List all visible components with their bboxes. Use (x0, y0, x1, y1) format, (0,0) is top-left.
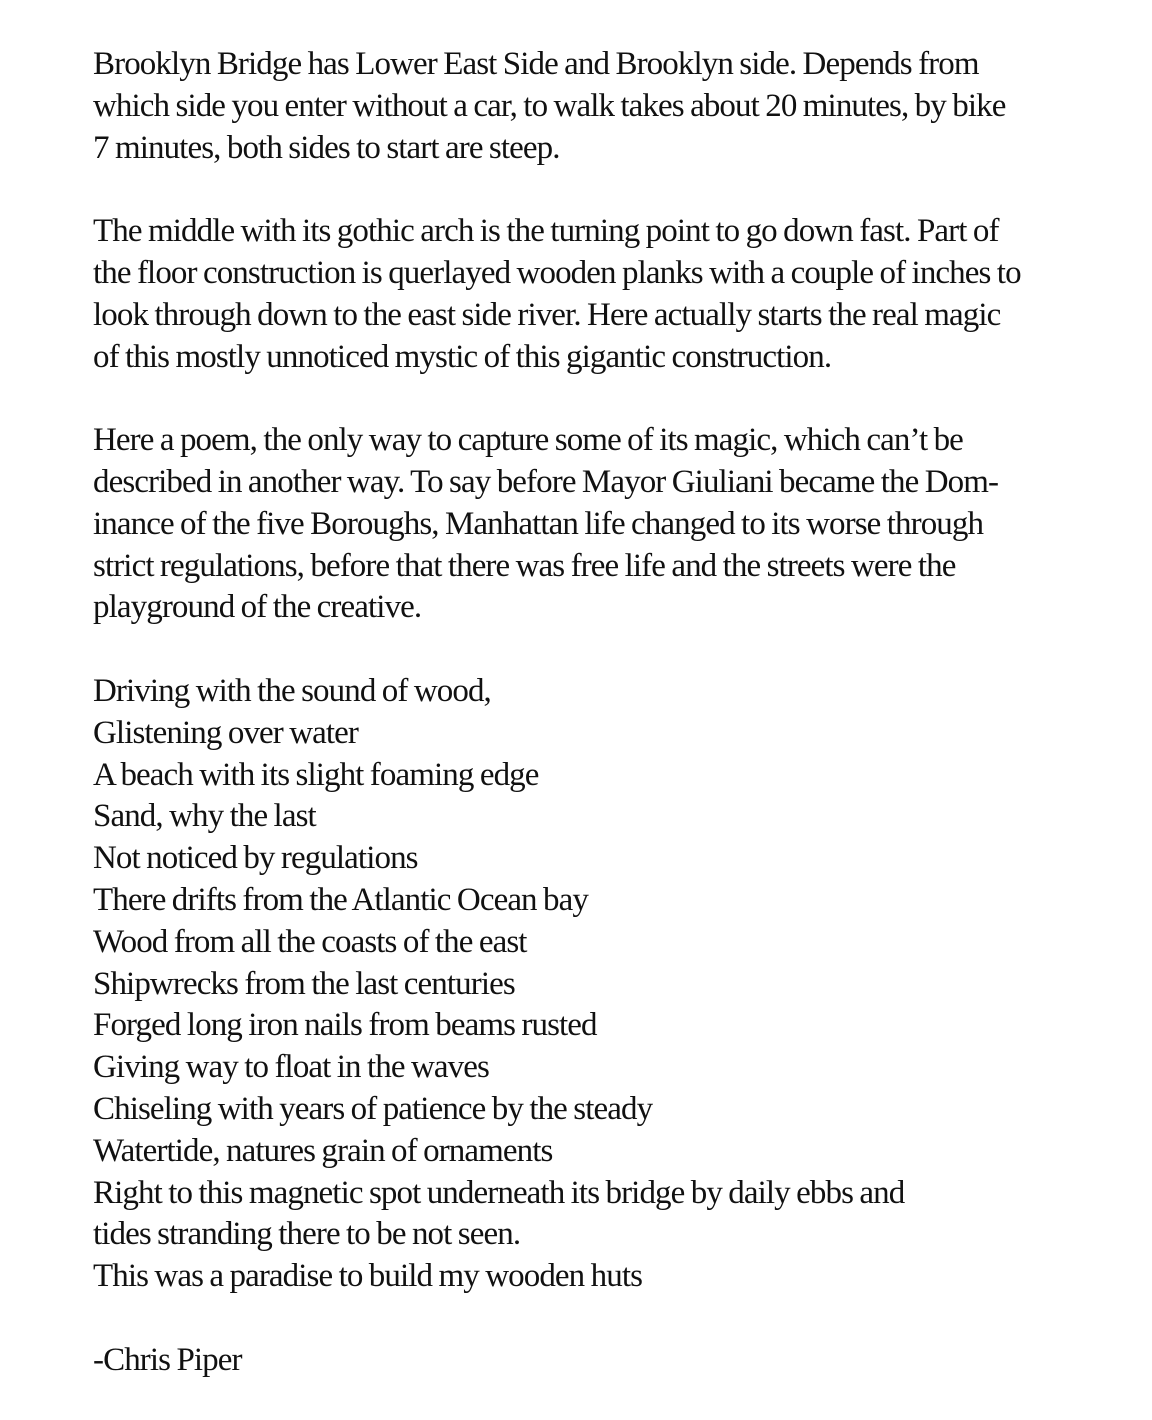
poem-line: Watertide, natures grain of ornaments (93, 1132, 553, 1169)
poem-line: Giving way to float in the waves (93, 1049, 489, 1086)
poem-line: Chiseling with years of patience by the steady (93, 1090, 653, 1127)
poem-line: A beach with its slight foaming edge (93, 756, 539, 793)
signature: -Chris Piper (93, 1341, 242, 1378)
poem-line: Not noticed by regulations (93, 840, 418, 877)
poem-line: Driving with the sound of wood, (93, 672, 491, 709)
document-page (93, 44, 1133, 1382)
poem-line: This was a paradise to build my wooden huts (93, 1258, 643, 1295)
poem-line: Sand, why the last (93, 798, 316, 835)
poem-line: Glistening over water (93, 714, 359, 751)
poem-intro-paragraph: Here a poem, the only way to capture some of its magic, which can’t be described in another way. To say before Mayor Giuliani became the Dom- inance of the five Boroughs, Manhattan life changed to its worse through strict regulations, before that there was free life and the streets were the playground of the creative. (93, 422, 999, 626)
poem-line: Wood from all the coasts of the east (93, 923, 527, 960)
bridge-paragraph: The middle with its gothic arch is the turning point to go down fast. Part of the floor construction is querlayed wooden planks with a couple of inches to look through down to the east side river. Here actually starts the real magic of this mostly unnoticed mystic of this gigantic construction. (93, 213, 1021, 375)
intro-paragraph: Brooklyn Bridge has Lower East Side and Brooklyn side. Depends from which side you enter without a car, to walk takes about 20 minutes, by bike 7 minutes, both sides to start are steep. (93, 46, 1006, 166)
poem-line: There drifts from the Atlantic Ocean bay (93, 881, 588, 918)
poem-line: tides stranding there to be not seen. (93, 1216, 521, 1253)
poem (93, 671, 1133, 1298)
poem-line: Shipwrecks from the last centuries (93, 965, 515, 1002)
poem-line: Right to this magnetic spot underneath its bridge by daily ebbs and (93, 1174, 905, 1211)
poem-line: Forged long iron nails from beams rusted (93, 1007, 597, 1044)
